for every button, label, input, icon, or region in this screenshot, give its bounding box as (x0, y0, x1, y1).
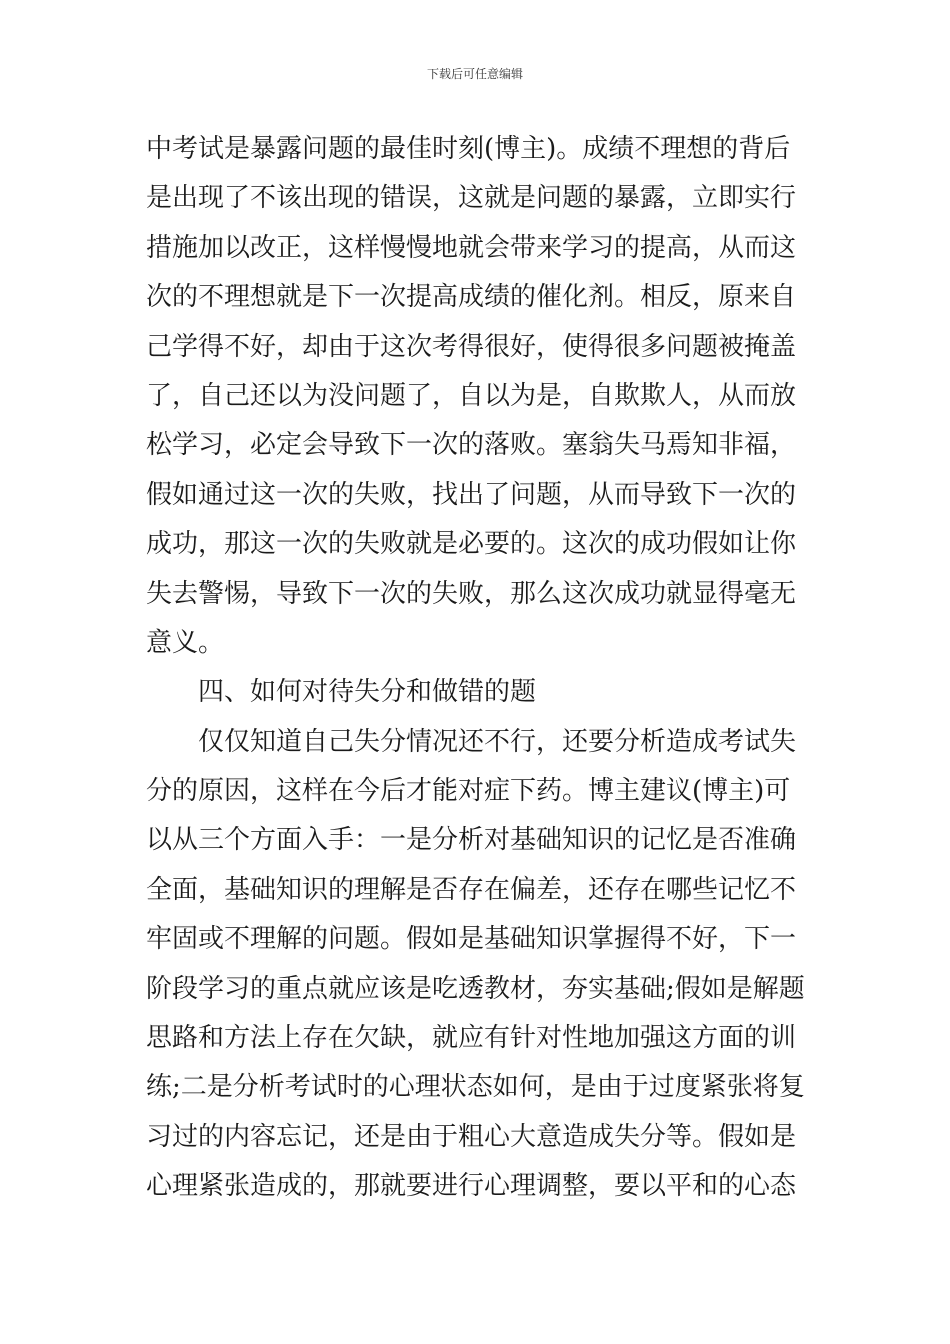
section-heading: 四、如何对待失分和做错的题 (198, 677, 537, 708)
text-line: 中考试是暴露问题的最佳时刻(博主)。成绩不理想的背后 (146, 134, 791, 164)
text-line: 以从三个方面入手：一是分析对基础知识的记忆是否准确 (146, 825, 797, 856)
text-line: 了，自己还以为没问题了，自以为是，自欺欺人，从而放 (146, 380, 797, 411)
text-line: 心理紧张造成的，那就要进行心理调整，要以平和的心态 (146, 1171, 797, 1202)
text-line: 是出现了不该出现的错误，这就是问题的暴露，立即实行 (146, 183, 797, 214)
text-line: 练;二是分析考试时的心理状态如何，是由于过度紧张将复 (146, 1072, 805, 1103)
text-line: 失去警惕，导致下一次的失败，那么这次成功就显得毫无 (146, 578, 797, 609)
text-line: 松学习，必定会导致下一次的落败。塞翁失马焉知非福， (146, 430, 797, 461)
document-body (146, 125, 810, 1212)
text-line: 假如通过这一次的失败，找出了问题，从而导致下一次的 (146, 479, 797, 510)
text-line: 意义。 (146, 627, 225, 658)
text-line: 全面，基础知识的理解是否存在偏差，还存在哪些记忆不 (146, 874, 797, 905)
text-line: 思路和方法上存在欠缺，就应有针对性地加强这方面的训 (146, 1023, 797, 1054)
text-line: 阶段学习的重点就应该是吃透教材，夯实基础;假如是解题 (146, 973, 805, 1004)
text-line: 成功，那这一次的失败就是必要的。这次的成功假如让你 (146, 529, 797, 560)
text-line: 己学得不好，却由于这次考得很好，使得很多问题被掩盖 (146, 331, 797, 362)
text-line: 措施加以改正，这样慢慢地就会带来学习的提高，从而这 (146, 232, 797, 263)
text-line: 习过的内容忘记，还是由于粗心大意造成失分等。假如是 (146, 1121, 797, 1152)
text-line: 次的不理想就是下一次提高成绩的催化剂。相反，原来自 (146, 282, 797, 313)
text-line: 分的原因，这样在今后才能对症下药。博主建议(博主)可 (146, 776, 791, 807)
page-header: 下载后可任意编辑 (426, 67, 523, 81)
text-line: 仅仅知道自己失分情况还不行，还要分析造成考试失 (198, 726, 797, 757)
text-line: 牢固或不理解的问题。假如是基础知识掌握得不好，下一 (146, 924, 797, 955)
